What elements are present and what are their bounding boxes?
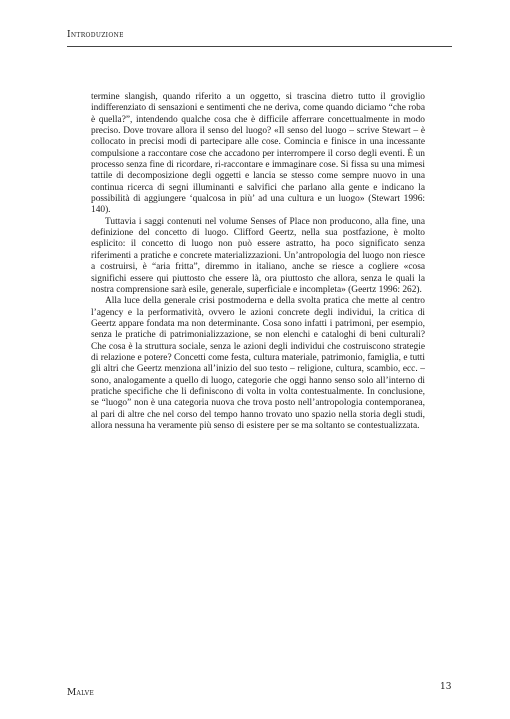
paragraph-2: Tuttavia i saggi contenuti nel volume Senses of Place non producono, alla fine, una definizione del concetto di luogo. Clifford Geertz, nella sua postfazione, è molto esplicito: il concetto di luogo non può essere astratto, ha poco significato senza riferimenti a pratiche e concrete materializzazioni. Un’antropologia del luogo non riesce a costruirsi, è “aria fritta”, diremmo in italiano, anche se riesce a cogliere «cosa significhi essere qui piuttosto che essere là, ora piuttosto che allora, senza le quali la nostra comprensione sarà esile, generale, superficiale e incompleta» (Geertz 1996: 262). — [91, 216, 425, 295]
body-text — [91, 92, 425, 432]
page-number: 13 — [440, 682, 452, 692]
footer-author: Malve — [67, 688, 95, 698]
running-head: Introduzione — [67, 30, 124, 40]
paragraph-1: termine slangish, quando riferito a un oggetto, si trascina dietro tutto il groviglio indifferenziato di sensazioni e sentimenti che ne deriva, come quando diciamo “che roba è quella?”, intendendo qualche cosa che è difficile afferrare concettualmente in modo preciso. Dove trovare allora il senso del luogo? «Il senso del luogo – scrive Stewart – è collocato in precisi modi di partecipare alle cose. Comincia e finisce in una incessante compulsione a raccontare cose che accadono per interrompere il corso degli eventi. È un processo senza fine di ricordare, ri-raccontare e immaginare cose. Si fissa su una mimesi tattile di decomposizione degli oggetti e lancia se stesso come sempre nuovo in una continua ricerca di segni illuminanti e salvifici che parlano alla gente e indicano la possibilità di aggiungere ‘qualcosa in più’ ad una cultura e un luogo» (Stewart 1996: 140). — [91, 92, 425, 216]
paragraph-3: Alla luce della generale crisi postmoderna e della svolta pratica che mette al centro l’agency e la performatività, ovvero le azioni concrete degli individui, la critica di Geertz appare fondata ma non determinante. Cosa sono infatti i patrimoni, per esempio, senza le pratiche di patrimonializzazione, se non elenchi e cataloghi di beni culturali? Che cosa è la struttura sociale, senza le azioni degli individui che costruiscono strategie di relazione e potere? Concetti come festa, cultura materiale, patrimonio, famiglia, e tutti gli altri che Geertz menziona all’inizio del suo testo – religione, cultura, scambio, ecc. – sono, analogamente a quello di luogo, categorie che oggi hanno senso solo all’interno di pratiche specifiche che li definiscono di volta in volta contestualmente. In conclusione, se “luogo” non è una categoria nuova che trova posto nell’antropologia contemporanea, al pari di altre che nel corso del tempo hanno trovato uno spazio nella storia degli studi, allora nessuna ha veramente più senso di esistere per se ma soltanto se contestualizzata. — [91, 296, 425, 431]
header-rule — [67, 46, 452, 47]
